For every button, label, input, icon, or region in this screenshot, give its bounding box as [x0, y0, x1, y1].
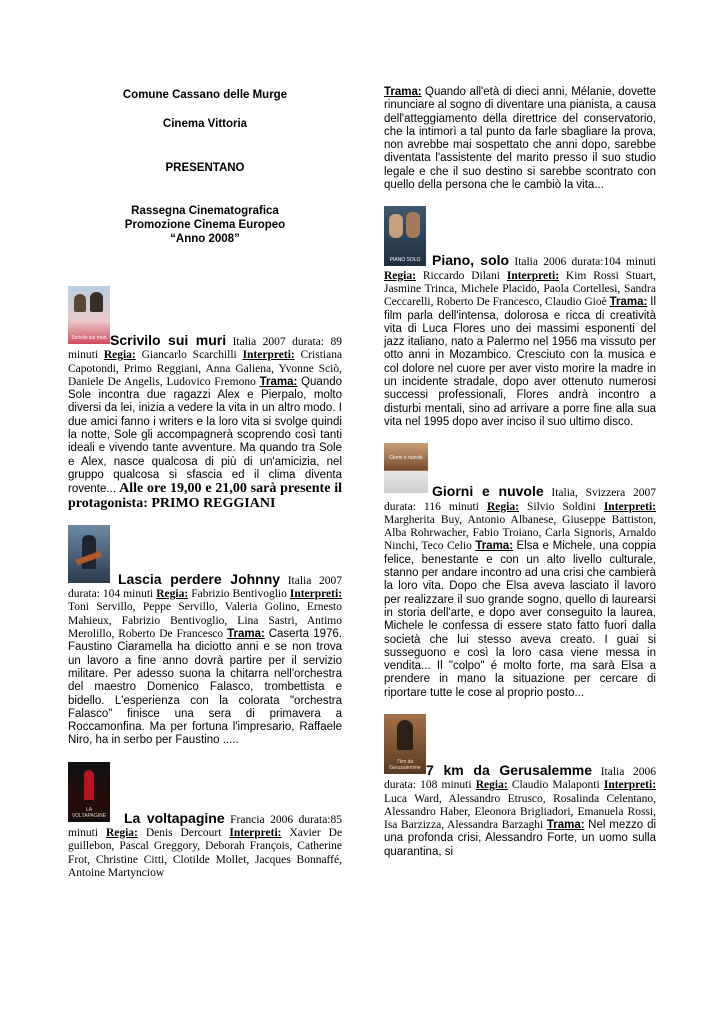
left-column	[68, 86, 342, 880]
municipality-name: Comune Cassano delle Murge	[122, 89, 288, 101]
film-description	[384, 254, 656, 429]
plot-text: Il film parla dell'intensa, dolorosa e ricca di creatività vita di Luca Flores uno dei massimi esponenti del jazz italiano, nato a Palermo nel 1956 ma vissuto per otto anni in Mozambico. Cresciuto con la musica e col dolore nel cuore per aver visto morire la madre in un incidente stradale, dopo aver ottenuto numerosi successi professionali, Flores andrà incontro a disturbi mentali, sino ad arrivare a porre fine alla sua vita nel 1995 dopo aver inciso il suo ultimo disco.	[384, 296, 657, 428]
film-title: Scrivilo sui muri	[110, 332, 227, 348]
director-name: Denis Dercourt	[145, 827, 222, 840]
director-name: Claudio Malaponti	[511, 779, 600, 792]
plot-text: Elsa e Michele, una coppia felice, benestante e con un alto livello culturale, stanno per andare incontro ad una crisi che cambierà la loro vita. Dopo che Elsa aveva lasciato il lavoro per realizzare il suo grande sogno, quello di laurearsi in storia dell'arte, e dopo aver conseguito la laurea, Michele le confessa di essere stato fatto fuori dalla società che lui stesso aveva creato. I guai si susseguono e così la loro casa viene messa in vendita... Il "colpo" é molto forte, ma sarà Elsa a prendere in mano la situazione per cercare di riportare tutte le cose al proprio posto...	[384, 540, 657, 699]
plot-label: Trama:	[546, 819, 585, 832]
header-block	[68, 86, 342, 246]
special-guest-announcement: Alle ore 19,00 e 21,00 sarà presente il protagonista: PRIMO REGGIANI	[68, 481, 343, 511]
cast-label: Interpreti:	[229, 827, 282, 840]
cast-label: Interpreti:	[506, 269, 560, 282]
cast-label: Interpreti:	[603, 779, 657, 792]
film-title: Lascia perdere Johnny	[118, 570, 281, 587]
presents-label: PRESENTANO	[165, 162, 245, 174]
film-entry-7-km-da-gerusalemme	[384, 714, 656, 859]
plot-text: Quando all'età di dieci anni, Mélanie, dovette rinunciare al sogno di diventare una pianista, a causa dell'atteggiamento della direttrice del conservatorio, che la intimorì a tal punto da farle sbagliare la prova, non avrebbe mai sospettato che anni dopo, sarebbe diventata l'assistente del marito presso il suo studio legale e che il suo destino si sarebbe scontrato con quello della persona che le cambiò la vita...	[384, 86, 657, 192]
film-info: Italia 2007 durata: 104 minuti	[68, 574, 342, 601]
film-info: Italia 2007 durata: 89 minuti	[68, 336, 342, 362]
plot-text: Nel mezzo di una profonda crisi, Alessandro Forte, un uomo sulla quarantina, si	[384, 819, 657, 858]
movie-poster-icon: LA VOLTAPAGINE	[68, 762, 110, 822]
director-label: Regia:	[486, 500, 519, 513]
cast-list: Margherita Buy, Antonio Albanese, Giuseppe Battiston, Alba Rohrwacher, Fabio Troiano, Carla Signoris, Arnaldo Ninchi, Teco Celio	[384, 513, 656, 553]
cinema-name: Cinema Vittoria	[162, 118, 248, 130]
cast-list: Xavier De guillebon, Pascal Greggory, Deborah François, Catherine Frot, Christine Citti, Clotilde Mollet, Jacques Bonnaffé, Antoine Martynciow	[68, 827, 343, 879]
film-title: La voltapagine	[124, 809, 225, 826]
film-info: Italia, Svizzera 2007 durata: 116 minuti	[384, 487, 656, 513]
director-name: Giancarlo Scarchilli	[141, 349, 237, 362]
cast-list: Cristiana Capotondi, Primo Reggiani, Anna Galiena, Yvonne Sciò, Daniele De Angelis, Ludovico Fremono	[68, 349, 343, 388]
plot-label: Trama:	[259, 375, 298, 388]
cast-label: Interpreti:	[289, 588, 343, 601]
director-label: Regia:	[103, 349, 136, 362]
plot-label: Trama:	[384, 86, 422, 98]
film-entry-giorni-e-nuvole	[384, 443, 656, 700]
film-description	[384, 485, 656, 700]
festival-subtitle: Promozione Cinema Europeo	[124, 219, 286, 231]
cast-list: Kim Rossi Stuart, Jasmine Trinca, Michele Placido, Paola Cortellesi, Sandra Ceccarelli, Roberto De Francesco, Claudio Gioè	[384, 269, 657, 309]
film-title: Giorni e nuvole	[432, 483, 544, 500]
film-description	[384, 761, 657, 859]
plot-text: Quando Sole incontra due ragazzi Alex e Pierpalo, molto diversi da lei, inizia a vedere la vita in un altro modo. I due amici fanno i writers e la loro vita si svolge quindi la notte, Sole gli accompagnerà scoprendo così tanti ideali e vivendo tante avventure. Ma quando tra Sole e Alex, nasce qualcosa di più di un'amicizia, nel gruppo qualcosa si sfascia ed il clima diventa rovente...	[68, 375, 343, 496]
film-info: Francia 2006 durata:85 minuti	[68, 813, 342, 840]
cast-list: Toni Servillo, Peppe Servillo, Valeria Golino, Ernesto Mahieux, Fabrizio Bentivoglio, Lina Sastri, Antimo Merolillo, Roberto De Francesco	[68, 601, 342, 641]
plot-label: Trama:	[227, 628, 265, 641]
director-name: Fabrizio Bentivoglio	[191, 588, 287, 601]
film-entry-piano-solo	[384, 206, 656, 429]
movie-poster-icon: 7km da Gerusalemme	[384, 714, 426, 774]
film-description	[68, 334, 342, 511]
film-entry-lascia-perdere-johnny	[68, 525, 342, 748]
director-label: Regia:	[475, 779, 508, 792]
director-label: Regia:	[156, 588, 189, 601]
film-description-continued	[384, 86, 656, 192]
film-description	[68, 570, 343, 748]
film-title: 7 km da Gerusalemme	[426, 761, 593, 778]
director-label: Regia:	[105, 827, 138, 840]
movie-poster-icon	[68, 525, 110, 583]
director-label: Regia:	[384, 269, 416, 282]
movie-poster-icon: PIANO SOLO	[384, 206, 426, 266]
plot-label: Trama:	[475, 540, 514, 553]
film-entry-la-voltapagine	[68, 762, 342, 880]
festival-title: Rassegna Cinematografica	[131, 205, 279, 217]
film-description	[68, 809, 343, 880]
film-entry-scrivilo-sui-muri	[68, 286, 342, 511]
plot-label: Trama:	[609, 296, 648, 309]
film-title: Piano, solo	[432, 252, 510, 269]
plot-text: Caserta 1976. Faustino Ciaramella ha diciotto anni e se non trova un lavoro a fine anno dovrà partire per il servizio militare. Per adesso suona la chitarra nell'orchestra del maestro Domenico Falasco, trombettista e bidello. L'esperienza con la colorata "orchestra Falasco" finisce una sera di primavera a Roccamonfina. Ma per fortuna l'impresario, Raffaele Niro, ha in serbo per Faustino .....	[68, 628, 343, 747]
festival-year: “Anno 2008”	[170, 233, 240, 245]
director-name: Silvio Soldini	[526, 500, 596, 513]
film-info: Italia 2006 durata: 108 minuti	[384, 765, 656, 792]
cast-list: Luca Ward, Alessandro Etrusco, Rosalinda Celentano, Alessandro Haber, Eleonora Brigliadori, Emanuela Rossi, Isa Barzizza, Alessandra Barzaghi	[384, 792, 656, 832]
movie-poster-icon: Scrivilo sui muri	[68, 286, 110, 344]
director-name: Riccardo Dilani	[422, 269, 500, 282]
cast-label: Interpreti:	[603, 500, 656, 513]
film-info: Italia 2006 durata:104 minuti	[514, 256, 656, 269]
cast-label: Interpreti:	[242, 349, 295, 362]
movie-poster-icon: Giorni e nuvole	[384, 443, 428, 493]
right-column	[384, 86, 656, 859]
